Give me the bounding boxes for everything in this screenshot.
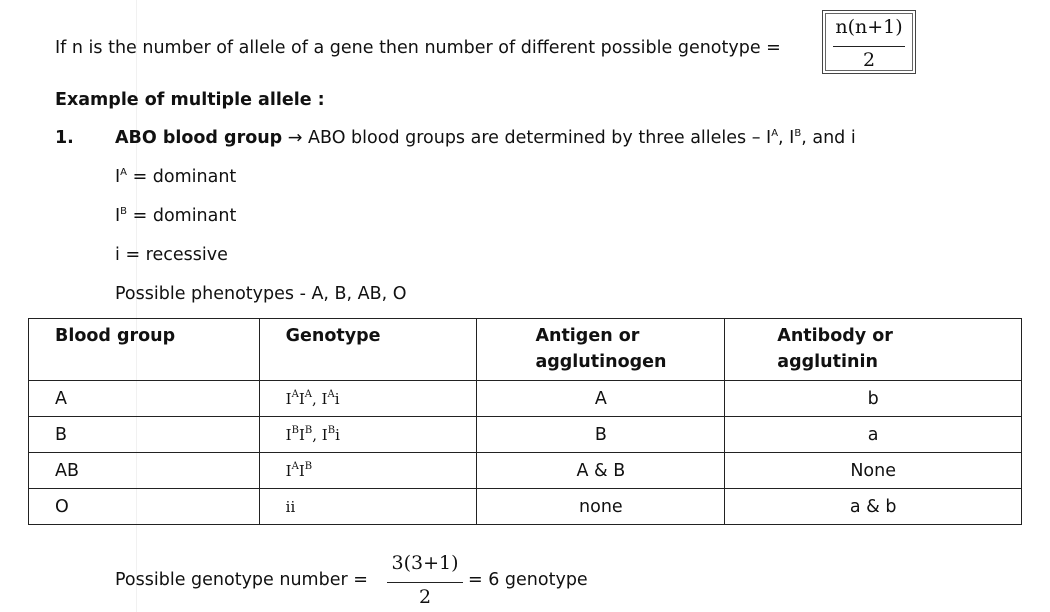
header-antibody: [725, 319, 1022, 381]
table-row: [29, 417, 1022, 453]
gt-part: i: [335, 425, 340, 444]
allele-sup: B: [120, 206, 128, 217]
intro-text: If n is the number of allele of a gene then number of different possible genotype =: [55, 38, 781, 58]
gt-part: I: [298, 425, 305, 444]
gt-sup: B: [291, 424, 299, 436]
allele-base: I: [115, 167, 121, 187]
cell-antibody: a: [725, 417, 1022, 453]
cell-group: B: [29, 417, 260, 453]
allele-line: [115, 206, 236, 226]
cell-group: A: [29, 381, 260, 417]
cell-group: AB: [29, 453, 260, 489]
formula-numerator: n(n+1): [835, 16, 903, 38]
gt-sup: B: [304, 424, 313, 436]
gt-part: , I: [312, 425, 328, 444]
table-row: [29, 381, 1022, 417]
gt-sup: A: [304, 388, 312, 400]
gt-sup: B: [327, 424, 336, 436]
cell-genotype: ii: [259, 489, 477, 525]
gt-part: I: [298, 461, 305, 480]
cell-antibody: a & b: [725, 489, 1022, 525]
header-antibody-l2: agglutinin: [777, 352, 878, 372]
cell-genotype: [259, 417, 477, 453]
cell-antigen: none: [477, 489, 725, 525]
phenotypes-text: Possible phenotypes - A, B, AB, O: [115, 284, 407, 304]
header-genotype: Genotype: [259, 319, 477, 381]
allele-rest: = dominant: [127, 167, 237, 187]
item-desc-post: , and i: [801, 128, 856, 148]
table-row: [29, 489, 1022, 525]
allele-line: [115, 245, 228, 265]
gt-sup: A: [291, 460, 299, 472]
allele-rest: = recessive: [119, 245, 228, 265]
allele-rest: = dominant: [127, 206, 237, 226]
header-blood-group: Blood group: [29, 319, 260, 381]
formula-box: [822, 10, 916, 74]
gt-part: , I: [312, 389, 328, 408]
header-antigen-l2: agglutinogen: [535, 352, 667, 372]
item-desc-pre: ABO blood groups are determined by three alleles – I: [308, 128, 772, 148]
gt-sup: A: [291, 388, 299, 400]
item-line: [115, 128, 856, 148]
formula-bar: [833, 46, 905, 47]
gt-sup: B: [304, 460, 313, 472]
footer-denominator: 2: [418, 586, 432, 608]
formula-denominator: 2: [862, 49, 876, 71]
footer-post: = 6 genotype: [468, 570, 588, 590]
arrow-icon: →: [287, 128, 303, 148]
gt-part: I: [298, 389, 305, 408]
cell-antigen: A & B: [477, 453, 725, 489]
item-number: 1.: [55, 128, 74, 148]
section-heading: Example of multiple allele :: [55, 90, 325, 110]
item-desc-mid: , I: [778, 128, 795, 148]
header-antibody-l1: Antibody or: [777, 326, 893, 346]
table-header-row: [29, 319, 1022, 381]
cell-antigen: B: [477, 417, 725, 453]
footer-pre: Possible genotype number =: [115, 570, 368, 590]
table-row: [29, 453, 1022, 489]
sup-b: B: [794, 128, 802, 139]
footer-fraction-bar: [387, 582, 463, 583]
allele-line: [115, 167, 236, 187]
gt-part: i: [334, 389, 340, 408]
allele-base: I: [115, 206, 121, 226]
gt-part: I: [285, 389, 292, 408]
cell-genotype: [259, 381, 477, 417]
cell-antibody: b: [725, 381, 1022, 417]
gt-part: I: [285, 425, 292, 444]
header-antigen-l1: Antigen or: [535, 326, 640, 346]
cell-group: O: [29, 489, 260, 525]
allele-base: i: [115, 245, 120, 265]
gt-part: I: [285, 461, 292, 480]
sup-a: A: [771, 128, 779, 139]
gt-sup: A: [327, 388, 335, 400]
allele-sup: A: [120, 167, 128, 178]
cell-antibody: None: [725, 453, 1022, 489]
cell-antigen: A: [477, 381, 725, 417]
item-title: ABO blood group: [115, 128, 283, 148]
cell-genotype: [259, 453, 477, 489]
blood-group-table: [28, 318, 1022, 525]
footer-numerator: 3(3+1): [391, 552, 459, 574]
header-antigen: [477, 319, 725, 381]
